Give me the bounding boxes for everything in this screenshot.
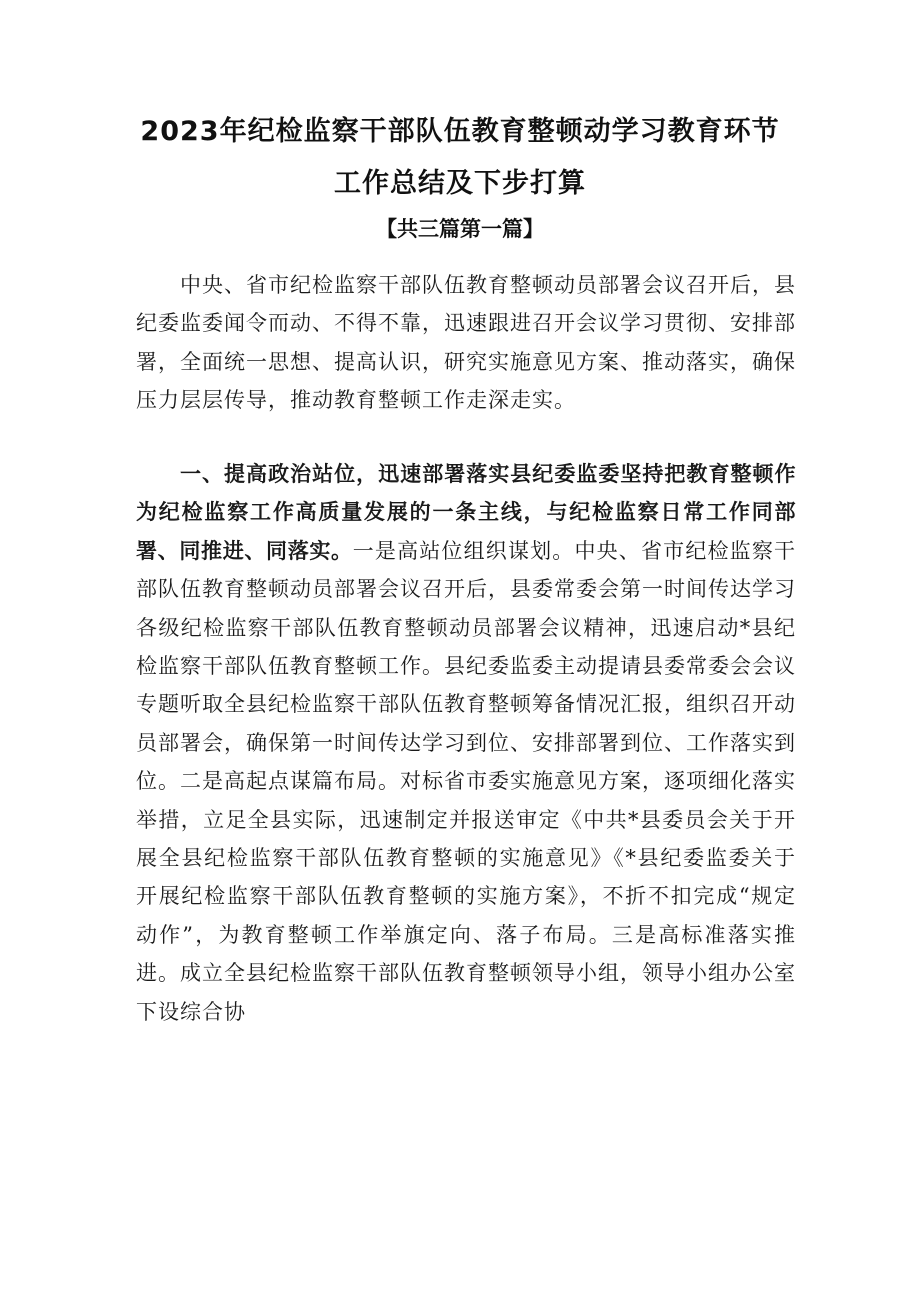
section-one-heading: 一、提高政治站位，迅速部署落实县纪委监委坚持把教育整顿作为纪检监察工作高质量发展的一条主线，与纪检监察日常工作同部署、同推进、同落实。	[136, 462, 796, 563]
paragraph-intro: 中央、省市纪检监察干部队伍教育整顿动员部署会议召开后，县纪委监委闻令而动、不得不靠，迅速跟进召开会议学习贯彻、安排部署，全面统一思想、提高认识，研究实施意见方案、推动落实，确保压力层层传导，推动教育整顿工作走深走实。	[136, 273, 796, 413]
paragraph-section-one	[136, 455, 796, 1031]
document-subtitle: 【共三篇第一篇】	[376, 217, 544, 241]
document-title-line-2: 工作总结及下步打算	[334, 168, 586, 199]
document-title-line-1: 2023年纪检监察干部队伍教育整顿动学习教育环节	[140, 116, 780, 147]
section-one-body: 一是高站位组织谋划。中央、省市纪检监察干部队伍教育整顿动员部署会议召开后，县委常委会第一时间传达学习各级纪检监察干部队伍教育整顿动员部署会议精神，迅速启动*县纪检监察干部队伍教育整顿工作。县纪委监委主动提请县委常委会会议专题听取全县纪检监察干部队伍教育整顿筹备情况汇报，组织召开动员部署会，确保第一时间传达学习到位、安排部署到位、工作落实到位。二是高起点谋篇布局。对标省市委实施意见方案，逐项细化落实举措，立足全县实际，迅速制定并报送审定《中共*县委员会关于开展全县纪检监察干部队伍教育整顿的实施意见》《*县纪委监委关于开展纪检监察干部队伍教育整顿的实施方案》，不折不扣完成“规定动作”，为教育整顿工作举旗定向、落子布局。三是高标准落实推进。成立全县纪检监察干部队伍教育整顿领导小组，领导小组办公室下设综合协	[136, 538, 797, 1024]
